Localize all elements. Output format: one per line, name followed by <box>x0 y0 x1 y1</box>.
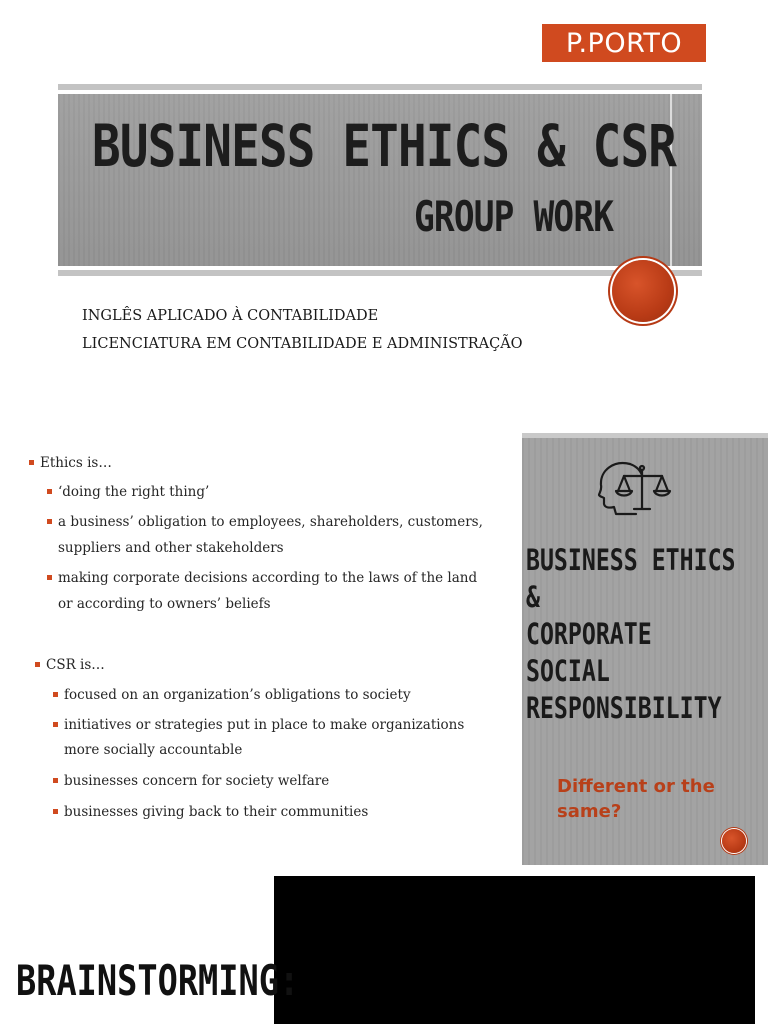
slide-subtitle: GROUP WORK <box>414 192 614 241</box>
list-item-ethics-heading: Ethics is… <box>40 450 112 476</box>
list-item: focused on an organization’s obligations to society <box>64 682 411 708</box>
list-item-continuation: or according to owners’ beliefs <box>58 596 271 612</box>
panel-top-rule <box>522 433 768 438</box>
list-item: ‘doing the right thing’ <box>58 479 209 505</box>
list-item: businesses giving back to their communities <box>64 799 368 825</box>
decorative-orb <box>722 829 746 853</box>
list-item-csr-heading: CSR is… <box>46 652 105 678</box>
course-name: INGLÊS APLICADO À CONTABILIDADE <box>82 308 379 324</box>
panel-question: Different or the same? <box>557 776 715 822</box>
decorative-orb <box>612 260 674 322</box>
p-porto-logo: P.PORTO <box>542 24 706 62</box>
list-item-continuation: more socially accountable <box>64 742 243 758</box>
brainstorming-heading: BRAINSTORMING: <box>16 956 300 1005</box>
head-scales-icon <box>596 458 674 516</box>
panel-heading: BUSINESS ETHICS & CORPORATE SOCIAL RESPONSIBILITY <box>526 543 736 725</box>
degree-name: LICENCIATURA EM CONTABILIDADE E ADMINISTRAÇÃO <box>82 336 523 352</box>
list-item: making corporate decisions according to the laws of the land <box>58 565 477 591</box>
banner-bottom-rule <box>58 270 702 276</box>
list-item: initiatives or strategies put in place to make organizations <box>64 712 464 738</box>
list-item-continuation: suppliers and other stakeholders <box>58 540 284 556</box>
banner-top-rule <box>58 84 702 90</box>
black-image-box <box>274 876 755 1024</box>
list-item: businesses concern for society welfare <box>64 768 329 794</box>
slide-title: BUSINESS ETHICS & CSR <box>92 112 677 180</box>
list-item: a business’ obligation to employees, shareholders, customers, <box>58 509 483 535</box>
